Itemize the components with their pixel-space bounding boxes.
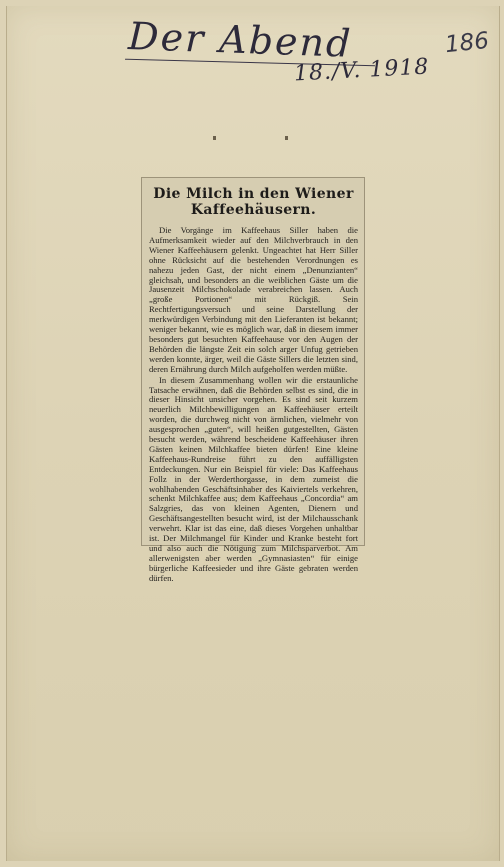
archive-sheet	[6, 6, 500, 861]
handwritten-newspaper-name: Der Abend	[127, 14, 354, 66]
pin-hole-mark	[285, 136, 288, 140]
article-title: Die Milch in den Wiener Kaffeehäusern.	[153, 186, 354, 218]
article-paragraph: In diesem Zusammenhang wollen wir die erstaunliche Tatsache erwähnen, daß die Behörden selbst es sind, die in dieser Hinsicht unsicher vorgehen. Es sind seit kurzem neuerlich Milchbewilligungen an Kaffeehäuser erteilt worden, die durchweg nicht von ärmlichen, vielmehr von ausgesprochen „guten“, will heißen gutgestellten, Gästen besucht werden, während bescheidene Kaffeehäuser ihren Gästen keinen Milchkaffee bieten dürfen! Eine kleine Kaffeehaus-Rundreise führt zu den auffälligsten Entdeckungen. Nur ein Beispiel für viele: Das Kaffeehaus Follz in der Werderthorgasse, in dem zumeist die wohlhabenden Geschäftsinhaber des Kaiviertels verkehren, schenkt Milchkaffee aus; dem Kaffeehaus „Concordia“ am Salzgries, das von kleinen Agenten, Dienern und Geschäftsangestellten besucht wird, ist der Milchausschank verwehrt. Klar ist das eine, daß dieses Vorgehen unhaltbar ist. Der Milchmangel für Kinder und Kranke besteht fort und also auch die Nötigung zum Milchsparverbot. Am allerwenigsten aber werden „Gymnasiasten“ für einige bürgerliche Kaffeesieder und ihre Gäste gebraten werden dürfen.	[149, 374, 358, 583]
pin-hole-mark	[213, 136, 216, 140]
article-paragraph: Die Vorgänge im Kaffeehaus Siller haben die Aufmerksamkeit wieder auf den Milchverbrauch in den Wiener Kaffeehäusern gelenkt. Ungeachtet hat Herr Siller ohne Rücksicht auf die bestehenden Verordnungen es nahezu jeden Gast, der nicht einem „Denunzianten“ gleichsah, und besonders an die weiblichen Gäste um die Jausenzeit Milchschokolade verabreichen lassen. Auch „große Portionen“ mit Rückgiß. Sein Rechtfertigungsversuch und seine Darstellung der merkwürdigen Verbindung mit den Lieferanten ist bekannt; weniger bekannt, wie es möglich war, daß in diesem immer besonders gut besuchten Kaffeehause vor den Augen der Behörden die längste Zeit ein solch arger Unfug getrieben werden konnte, ärger, weil die Gäste Sillers die letzten sind, deren Ernährung durch Milch aufgeholfen werden müßte.	[149, 225, 358, 374]
folio-number: 186	[443, 27, 491, 59]
article-body	[149, 226, 358, 584]
newspaper-clipping	[141, 177, 365, 583]
handwritten-date: 18./V. 1918	[293, 54, 430, 87]
